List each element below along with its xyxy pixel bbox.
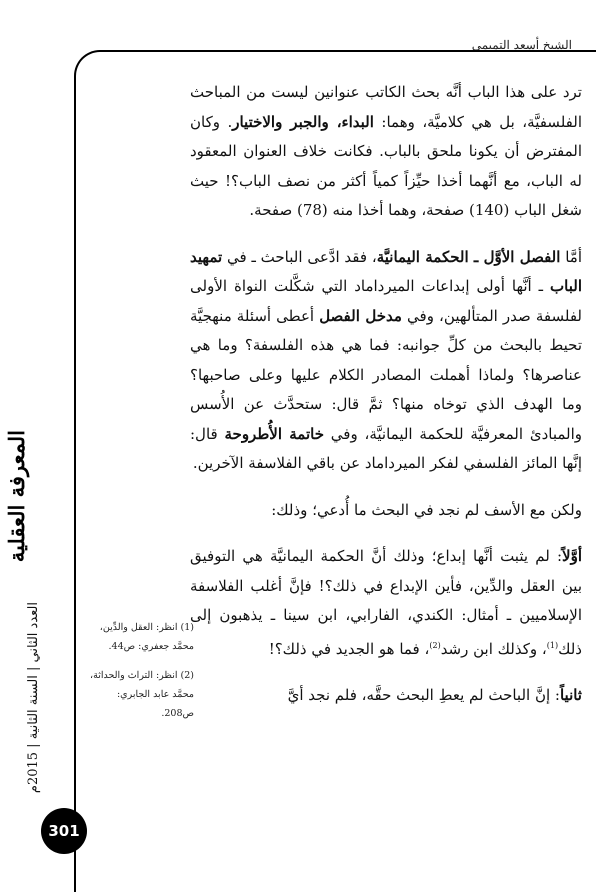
paragraph-1 xyxy=(190,78,582,226)
bold-phrase: الفصل الأوَّل ـ الحكمة اليمانيَّة xyxy=(376,247,561,266)
text-segment: أمَّا xyxy=(560,247,582,266)
text-segment: ، وكذلك ابن رشد xyxy=(440,639,547,658)
paragraph-5 xyxy=(190,681,582,711)
text-segment: : لم يثبت أنَّها إبداع؛ وذلك أنَّ الحكمة اليمانيَّة هي التوفيق بين العقل والدِّين xyxy=(190,547,582,595)
text-segment: ، فما هو الجديد في ذلك؟! xyxy=(268,639,430,658)
journal-title-logo: المعرفة العقلية xyxy=(4,430,29,563)
bold-phrase: ثانياً xyxy=(559,686,582,704)
bold-phrase: تمهيد الباب xyxy=(190,247,582,295)
paragraph-3: ولكن مع الأسف لم نجد في البحث ما أُدعي؛ وذلك: xyxy=(271,500,582,519)
text-segment: ، فأين الإبداع في ذلك؟! فإنَّ أغلب الفلاسفة الإسلاميين ـ أمثال: الكندي، الفارابي، ابن سينا ـ يذهبون إلى ذلك xyxy=(190,576,582,658)
bold-phrase: خاتمة الأُطروحة xyxy=(224,424,324,443)
paragraph-2 xyxy=(190,243,582,479)
bold-phrase: مدخل الفصل xyxy=(319,306,402,325)
running-head: الشيخ أسعد التميمي xyxy=(471,38,572,52)
footnote-1: (1) انظر: العقل والدِّين، محمَّد جعفري: ص44. xyxy=(99,622,194,652)
page-number-badge: 301 xyxy=(41,808,87,854)
bold-phrase: البداء، والجبر والاختيار xyxy=(232,112,374,131)
sidebar xyxy=(0,430,60,794)
text-segment: ـ أنَّها أولى إبداعات الميرداماد التي شكَّلت النواة الأولى لفلسفة صدر المتألهين، وفي xyxy=(190,277,582,325)
text-segment: ، فقد ادَّعى الباحث ـ في xyxy=(222,247,377,266)
paragraph-4 xyxy=(190,542,582,664)
paragraph-1-rest: . وكان المفترض أن يكونا ملحق بالباب. فكانت خلاف العنوان المعقود له الباب، مع أنَّهما أخذا حيِّزاً كمياً أكثر من نصف الباب؟! حيث شغل الباب (140) صفحة، وهما أخذا منه (78) صفحة. xyxy=(190,112,582,219)
footnote-ref: (2) xyxy=(429,640,441,650)
footnote-2: (2) انظر: التراث والحداثة، محمَّد عابد الجابري: ص208. xyxy=(90,670,194,719)
text-segment: : إنَّ الباحث لم يعطِ البحث حقَّه، فلم نجد أيَّ xyxy=(287,686,560,704)
text-segment: أعطى أسئلة منهجيَّة تحيط بالبحث من كلِّ جوانبه: فما هي هذه الفلسفة؟ وما هي عناصرها؟ ولماذا أهملت المصادر الكلام عليها وعلى صاحبها؟ وما الهدف الذي توخاه منها؟ ثمَّ قال: ستحدَّث عن الأُسس والمبادئ المعرفيَّة للحكمة اليمانيَّة، وفي xyxy=(190,306,583,443)
footnote-ref: (1) xyxy=(546,640,559,650)
main-text xyxy=(190,78,582,711)
footnotes xyxy=(90,618,194,733)
bold-phrase: أوَّلاً xyxy=(562,547,582,565)
paragraph-1-line-2: المباحث الفلسفيَّة، بل هي كلاميَّة، وهما: xyxy=(190,83,582,131)
paragraph-1-line-1: ترد على هذا الباب أنَّه بحث الكاتب عنوانين ليست من xyxy=(246,83,582,101)
issue-info: العدد الثاني | السنة الثانية | 2015م xyxy=(26,602,41,794)
text-segment: قال: إنَّها المائز الفلسفي لفكر الميرداماد عن باقي الفلاسفة الآخرين. xyxy=(190,424,582,472)
